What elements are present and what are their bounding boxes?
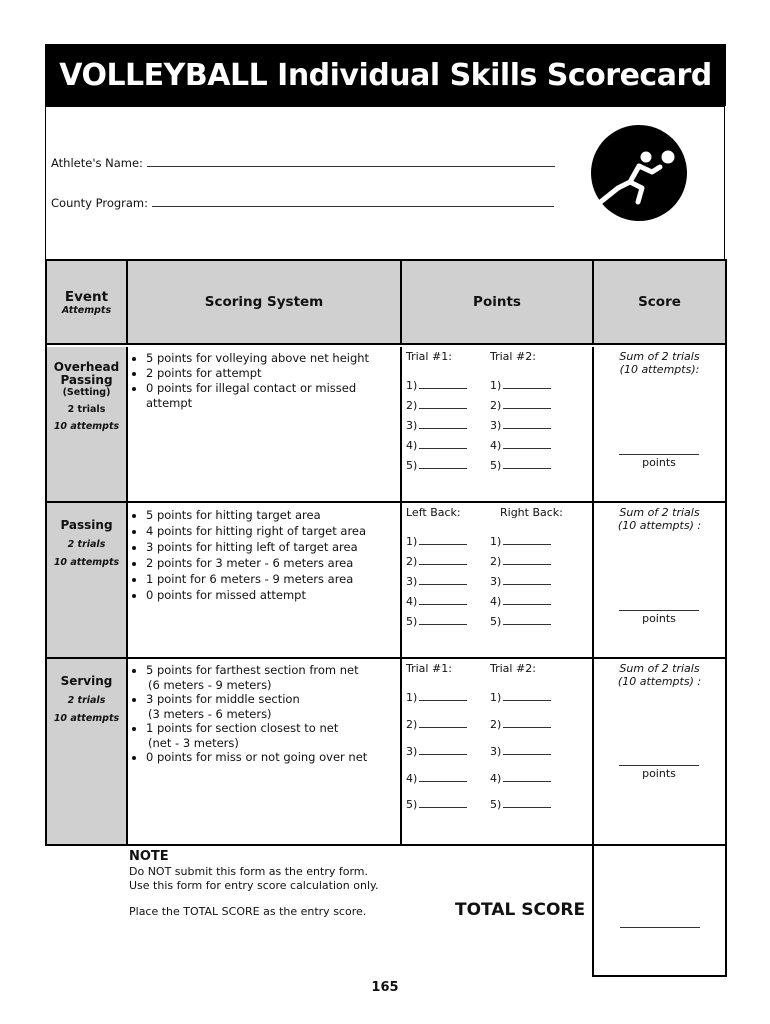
rule-item: • 5 points for hitting target area — [146, 507, 397, 523]
scoring-rules-overhead — [129, 351, 397, 411]
event-trials: 2 trials — [67, 695, 106, 706]
event-cell-overhead-passing — [47, 347, 126, 501]
trial-num: 5) — [490, 798, 502, 811]
athlete-name-field[interactable] — [51, 156, 555, 170]
scoring-rules-passing — [129, 507, 397, 603]
trial-num: 2) — [490, 718, 502, 731]
trial-num: 1) — [406, 691, 418, 704]
trial-blank[interactable] — [503, 408, 551, 409]
rule-item: • 2 points for attempt — [146, 366, 397, 381]
trial-blank[interactable] — [419, 468, 467, 469]
event-cell-serving — [47, 659, 126, 844]
trial-num: 5) — [406, 615, 418, 628]
trial-num: 1) — [406, 535, 418, 548]
scoring-rules-serving — [129, 663, 397, 765]
event-sub: (Setting) — [62, 387, 111, 398]
trial-num: 3) — [406, 745, 418, 758]
sum-line2: (10 attempts) : — [617, 675, 702, 688]
trial-blank[interactable] — [419, 754, 467, 755]
trial-blank[interactable] — [503, 564, 551, 565]
trial-blank[interactable] — [419, 584, 467, 585]
page-number: 165 — [371, 980, 399, 995]
rule-item: • 3 points for middle section (3 meters - 6 meters) — [146, 692, 397, 721]
event-attempts: 10 attempts — [53, 557, 120, 568]
trial-num: 1) — [490, 379, 502, 392]
trial-num: 3) — [406, 575, 418, 588]
points-col2-header: Right Back: — [500, 506, 563, 519]
trial-num: 2) — [490, 399, 502, 412]
note-line-2: Use this form for entry score calculation only. — [129, 879, 379, 892]
trial-num: 4) — [490, 439, 502, 452]
trial-blank[interactable] — [419, 781, 467, 782]
trial-blank[interactable] — [503, 544, 551, 545]
rule-item: • 0 points for miss or not going over net — [146, 750, 397, 765]
trial-blank[interactable] — [503, 807, 551, 808]
county-program-blank[interactable] — [152, 206, 554, 207]
trial-num: 5) — [490, 615, 502, 628]
trial-blank[interactable] — [503, 448, 551, 449]
trial-num: 2) — [490, 555, 502, 568]
score-blank[interactable] — [619, 454, 699, 455]
points-col1-header: Left Back: — [406, 506, 461, 519]
event-trials: 2 trials — [67, 539, 106, 550]
header-points: Points — [402, 261, 592, 343]
trial-num: 1) — [490, 691, 502, 704]
event-name-line1: Overhead — [53, 360, 120, 374]
trial-blank[interactable] — [419, 727, 467, 728]
event-cell-passing — [47, 503, 126, 657]
sum-line1: Sum of 2 trials — [619, 350, 700, 363]
event-name-line2: Passing — [60, 373, 113, 387]
trial-blank[interactable] — [503, 388, 551, 389]
event-name: Serving — [60, 674, 113, 688]
rule-item: • 2 points for 3 meter - 6 meters area — [146, 555, 397, 571]
rule-item: • 1 points for section closest to net (net - 3 meters) — [146, 721, 397, 750]
event-attempts: 10 attempts — [53, 713, 120, 724]
trial-num: 4) — [490, 772, 502, 785]
trial-blank[interactable] — [419, 624, 467, 625]
note-line-3: Place the TOTAL SCORE as the entry score. — [129, 905, 367, 918]
trial-num: 4) — [406, 595, 418, 608]
rule-item: • 1 point for 6 meters - 9 meters area — [146, 571, 397, 587]
note-line-1: Do NOT submit this form as the entry form. — [129, 865, 369, 878]
event-name: Passing — [60, 518, 113, 532]
trial-num: 5) — [406, 798, 418, 811]
score-instruction — [594, 350, 725, 376]
trial-num: 4) — [406, 439, 418, 452]
trial-num: 2) — [406, 399, 418, 412]
header-event-label: Event — [64, 288, 109, 305]
points-col1-header: Trial #1: — [406, 350, 452, 363]
points-col2-header: Trial #2: — [490, 662, 536, 675]
scorecard-table — [45, 259, 727, 846]
trial-num: 3) — [406, 419, 418, 432]
trial-blank[interactable] — [503, 584, 551, 585]
trial-blank[interactable] — [503, 700, 551, 701]
total-score-blank[interactable] — [620, 927, 700, 928]
trial-num: 3) — [490, 745, 502, 758]
trial-blank[interactable] — [503, 468, 551, 469]
county-program-field[interactable] — [51, 196, 554, 210]
trial-num: 2) — [406, 555, 418, 568]
trial-blank[interactable] — [503, 754, 551, 755]
rule-item: • 4 points for hitting right of target area — [146, 523, 397, 539]
trial-blank[interactable] — [419, 807, 467, 808]
points-label: points — [642, 456, 676, 469]
rule-item: • 5 points for volleying above net height — [146, 351, 397, 366]
sum-line1: Sum of 2 trials — [619, 662, 700, 675]
trial-blank[interactable] — [503, 624, 551, 625]
trial-blank[interactable] — [503, 604, 551, 605]
athlete-name-label: Athlete's Name: — [51, 156, 143, 170]
note-heading: NOTE — [129, 849, 169, 864]
trial-blank[interactable] — [419, 700, 467, 701]
trial-blank[interactable] — [419, 564, 467, 565]
trial-num: 1) — [490, 535, 502, 548]
trial-num: 1) — [406, 379, 418, 392]
trial-num: 3) — [490, 419, 502, 432]
total-score-box — [592, 844, 727, 977]
score-blank[interactable] — [619, 765, 699, 766]
header-attempts-label: Attempts — [61, 304, 112, 316]
trial-blank[interactable] — [419, 448, 467, 449]
rule-item: • 3 points for hitting left of target area — [146, 539, 397, 555]
points-col2-header: Trial #2: — [490, 350, 536, 363]
header-score: Score — [594, 261, 725, 343]
sum-line2: (10 attempts) : — [617, 519, 702, 532]
sum-line2: (10 attempts): — [619, 363, 700, 376]
points-label: points — [642, 612, 676, 625]
trial-blank[interactable] — [419, 544, 467, 545]
score-instruction — [594, 662, 725, 688]
rule-item: • 5 points for farthest section from net (6 meters - 9 meters) — [146, 663, 397, 692]
sum-line1: Sum of 2 trials — [619, 506, 700, 519]
points-col1-header: Trial #1: — [406, 662, 452, 675]
trial-blank[interactable] — [503, 781, 551, 782]
trial-num: 3) — [490, 575, 502, 588]
trial-num: 4) — [490, 595, 502, 608]
trial-blank[interactable] — [419, 388, 467, 389]
trial-num: 5) — [490, 459, 502, 472]
trial-blank[interactable] — [503, 727, 551, 728]
event-attempts: 10 attempts — [53, 421, 120, 432]
header-event — [47, 261, 126, 343]
event-trials: 2 trials — [67, 404, 106, 415]
points-label: points — [642, 767, 676, 780]
rule-item: • 0 points for illegal contact or missed attempt — [146, 381, 397, 411]
trial-blank[interactable] — [419, 408, 467, 409]
trial-blank[interactable] — [419, 604, 467, 605]
page-title: VOLLEYBALL Individual Skills Scorecard — [45, 44, 726, 106]
trial-num: 4) — [406, 772, 418, 785]
trial-blank[interactable] — [503, 428, 551, 429]
rule-item: • 0 points for missed attempt — [146, 587, 397, 603]
trial-num: 2) — [406, 718, 418, 731]
athlete-name-blank[interactable] — [147, 166, 555, 167]
total-score-label: TOTAL SCORE — [455, 900, 586, 920]
header-scoring-system: Scoring System — [128, 261, 400, 343]
county-program-label: County Program: — [51, 196, 149, 210]
score-instruction — [594, 506, 725, 532]
volleyball-player-icon — [590, 124, 688, 222]
trial-blank[interactable] — [419, 428, 467, 429]
trial-num: 5) — [406, 459, 418, 472]
score-blank[interactable] — [619, 610, 699, 611]
